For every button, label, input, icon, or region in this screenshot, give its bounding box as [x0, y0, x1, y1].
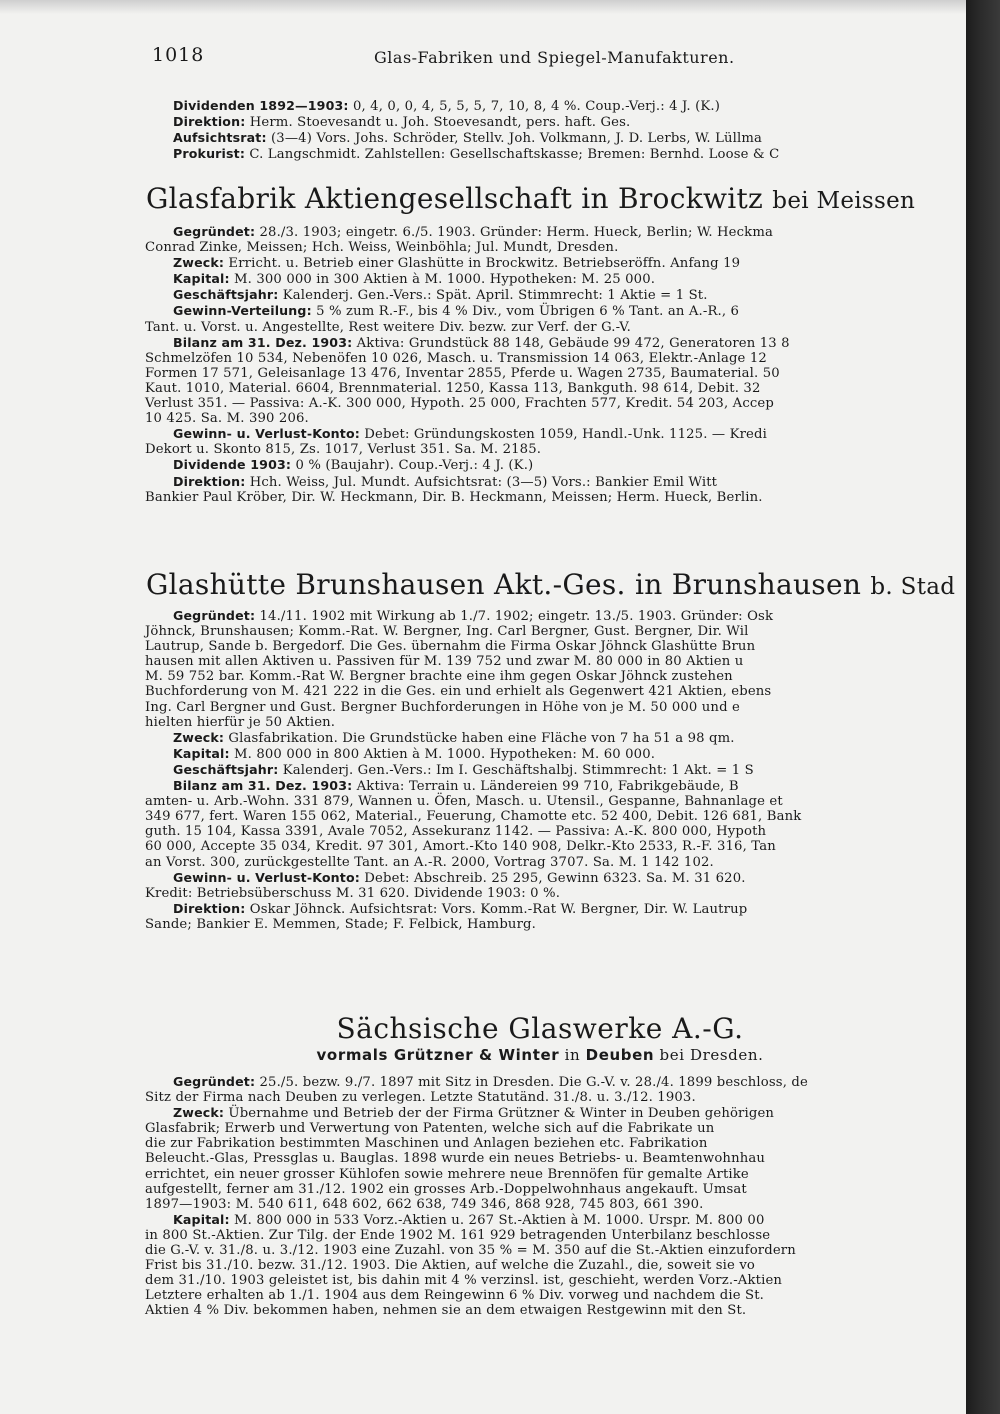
field-text: Debet: Gründungskosten 1059, Handl.-Unk. 1125. — Kredi: [359, 427, 767, 443]
field-text: Kredit: Betriebsüberschuss M. 31 620. Dividende 1903: 0 %.: [145, 885, 561, 901]
entry-brunshausen: [145, 608, 935, 932]
field-text: hielten hierfür je 50 Aktien.: [145, 714, 336, 730]
page-header: [152, 40, 952, 74]
field-text: Buchforderung von M. 421 222 in die Ges. ein und erhielt als Gegenwert 421 Aktien, ebens: [145, 684, 772, 700]
entry-saechsische: [145, 1074, 935, 1319]
text-line: [145, 1197, 935, 1212]
text-line: [145, 490, 935, 505]
field-label: Geschäftsjahr:: [173, 287, 279, 303]
text-line: [145, 426, 935, 442]
text-line: [145, 715, 935, 730]
field-text: M. 800 000 in 533 Vorz.-Aktien u. 267 St.-Aktien à M. 1000. Urspr. M. 800 00: [229, 1212, 765, 1228]
field-text: Beleucht.-Glas, Pressglas u. Bauglas. 1898 wurde ein neues Betriebs- u. Beamtenwohnhau: [145, 1151, 766, 1167]
field-text: M. 59 752 bar. Komm.-Rat W. Bergner brachte eine ihm gegen Oskar Jöhnck zustehen: [145, 669, 733, 685]
field-label: Gegründet:: [173, 1074, 256, 1089]
field-text: die zur Fabrikation bestimmten Maschinen und Anlagen beziehen etc. Fabrikation: [145, 1136, 708, 1152]
text-line: [145, 442, 935, 457]
text-line: [145, 396, 935, 411]
company-subtitle: [145, 1046, 935, 1064]
field-text: Aktien 4 % Div. bekommen haben, nehmen sie an dem etwaigen Restgewinn mit den St.: [145, 1303, 747, 1319]
text-line: [145, 351, 935, 366]
field-label: Kapital:: [173, 271, 230, 287]
field-text: in 800 St.-Aktien. Zur Tilg. der Ende 1902 M. 161 929 betragenden Unterbilanz beschlosse: [145, 1227, 771, 1243]
text-line: [145, 98, 935, 114]
field-text: an Vorst. 300, zurückgestellte Tant. an A.-R. 2000, Vortrag 3707. Sa. M. 1 142 102.: [145, 854, 714, 870]
text-line: [145, 901, 935, 917]
text-line: [145, 335, 935, 351]
text-line: [145, 839, 935, 854]
text-line: [145, 1258, 935, 1273]
field-text: Übernahme und Betrieb der der Firma Grützner & Winter in Deuben gehörigen: [224, 1106, 775, 1122]
field-label: Prokurist:: [173, 146, 246, 162]
field-text: Aktiva: Grundstück 88 148, Gebäude 99 472, Generatoren 13 8: [352, 335, 790, 351]
text-line: [145, 855, 935, 870]
text-line: [145, 130, 935, 146]
text-line: [145, 1121, 935, 1136]
text-line: [145, 730, 935, 746]
field-text: 60 000, Accepte 35 034, Kredit. 97 301, Amort.-Kto 140 908, Delkr.-Kto 2533, R.-F. 316, Tan: [145, 839, 776, 855]
field-text: Letztere erhalten ab 1./1. 1904 aus dem Reingewinn 6 % Div. vorweg und nachdem die St.: [145, 1288, 765, 1304]
field-text: hausen mit allen Aktiven u. Passiven für M. 139 752 und zwar M. 80 000 in 80 Aktien u: [145, 654, 744, 670]
field-text: guth. 15 104, Kassa 3391, Avale 7052, Assekuranz 1142. — Passiva: A.-K. 800 000, Hypoth: [145, 824, 767, 840]
field-text: aufgestellt, ferner am 31./12. 1902 ein grosses Arb.-Doppelwohnhaus angekauft. Umsat: [145, 1181, 747, 1197]
text-line: [145, 778, 935, 794]
subtitle-in: in: [559, 1046, 586, 1064]
text-line: [145, 1090, 935, 1105]
field-label: Direktion:: [173, 900, 246, 916]
text-line: [145, 474, 935, 490]
text-line: [145, 1182, 935, 1197]
text-line: [145, 1074, 935, 1090]
field-text: 25./5. bezw. 9./7. 1897 mit Sitz in Dresden. Die G.-V. v. 28./4. 1899 beschloss, de: [255, 1075, 808, 1090]
field-text: 14./11. 1902 mit Wirkung ab 1./7. 1902; eingetr. 13./5. 1903. Gründer: Osk: [255, 609, 774, 624]
text-line: [145, 457, 935, 473]
text-line: [145, 794, 935, 809]
text-line: [145, 224, 935, 240]
page-number: 1018: [152, 44, 205, 66]
field-text: 5 % zum R.-F., bis 4 % Div., vom Übrigen 6 % Tant. an A.-R., 6: [311, 304, 740, 320]
text-line: [145, 366, 935, 381]
field-label: Dividende 1903:: [173, 457, 292, 473]
text-line: [145, 746, 935, 762]
text-line: [145, 669, 935, 684]
text-line: [145, 1228, 935, 1243]
text-line: [145, 1243, 935, 1258]
field-label: Zweck:: [173, 1105, 225, 1121]
text-line: [145, 608, 935, 624]
field-text: Kalenderj. Gen.-Vers.: Spät. April. Stimmrecht: 1 Aktie = 1 St.: [278, 288, 708, 304]
field-text: Glasfabrik; Erwerb und Verwertung von Patenten, welche sich auf die Fabrikate un: [145, 1121, 715, 1137]
field-text: Kaut. 1010, Material. 6604, Brennmaterial. 1250, Kassa 113, Bankguth. 98 614, Debit. 32: [145, 380, 761, 396]
field-text: die G.-V. v. 31./8. u. 3./12. 1903 eine Zuzahl. von 35 % = M. 350 auf die St.-Aktien einzufordern: [145, 1243, 796, 1259]
field-label: Gewinn-Verteilung:: [173, 303, 312, 319]
field-text: 28./3. 1903; eingetr. 6./5. 1903. Gründer: Herm. Hueck, Berlin; W. Heckma: [255, 225, 773, 240]
field-text: 0 % (Baujahr). Coup.-Verj.: 4 J. (K.): [291, 458, 534, 474]
field-text: Ing. Carl Bergner und Gust. Bergner Buchforderungen in Höhe von je M. 50 000 und e: [145, 699, 740, 715]
field-text: Sande; Bankier E. Memmen, Stade; F. Felbick, Hamburg.: [145, 916, 536, 932]
field-text: M. 800 000 in 800 Aktien à M. 1000. Hypotheken: M. 60 000.: [229, 746, 656, 762]
field-text: Bankier Paul Kröber, Dir. W. Heckmann, Dir. B. Heckmann, Meissen; Herm. Hueck, Berlin.: [145, 489, 763, 505]
field-text: Herm. Stoevesandt u. Joh. Stoevesandt, pers. haft. Ges.: [245, 115, 631, 131]
text-line: [145, 271, 935, 287]
field-text: Conrad Zinke, Meissen; Hch. Weiss, Weinböhla; Jul. Mundt, Dresden.: [145, 240, 619, 256]
field-text: Hch. Weiss, Jul. Mundt. Aufsichtsrat: (3—5) Vors.: Bankier Emil Witt: [245, 474, 718, 490]
entry-brockwitz: [145, 224, 935, 505]
field-text: Sitz der Firma nach Deuben zu verlegen. Letzte Statutänd. 31./8. u. 3./12. 1903.: [145, 1090, 696, 1106]
field-text: Verlust 351. — Passiva: A.-K. 300 000, Hypoth. 25 000, Frachten 577, Kredit. 54 203, Accep: [145, 396, 774, 412]
text-line: [145, 411, 935, 426]
company-name: Glasfabrik Aktiengesellschaft in Brockwitz: [146, 182, 764, 215]
company-title-brunshausen: [146, 568, 956, 601]
text-line: [145, 809, 935, 824]
text-line: [145, 870, 935, 886]
text-line: [145, 624, 935, 639]
company-title-brockwitz: [146, 182, 936, 215]
field-label: Zweck:: [173, 255, 225, 271]
field-label: Aufsichtsrat:: [173, 130, 267, 146]
field-text: (3—4) Vors. Johs. Schröder, Stellv. Joh. Volkmann, J. D. Lerbs, W. Lüllma: [266, 131, 763, 147]
text-line: [145, 381, 935, 396]
text-line: [145, 1151, 935, 1166]
field-label: Kapital:: [173, 745, 230, 761]
field-text: C. Langschmidt. Zahlstellen: Gesellschaftskasse; Bremen: Bernhd. Loose & C: [245, 147, 780, 163]
field-label: Bilanz am 31. Dez. 1903:: [173, 778, 353, 794]
field-text: Lautrup, Sande b. Bergedorf. Die Ges. übernahm die Firma Oskar Jöhnck Glashütte Brun: [145, 639, 756, 655]
text-line: [145, 146, 935, 162]
entry-continuation: [145, 98, 935, 162]
text-line: [145, 824, 935, 839]
text-line: [145, 639, 935, 654]
text-line: [145, 1303, 935, 1318]
field-text: Erricht. u. Betrieb einer Glashütte in Brockwitz. Betriebseröffn. Anfang 19: [224, 256, 741, 272]
company-place: Deuben: [585, 1046, 655, 1064]
field-text: 349 677, fert. Waren 155 062, Material., Feuerung, Chamotte etc. 52 400, Debit. 126 681, Bank: [145, 809, 802, 825]
field-text: Oskar Jöhnck. Aufsichtsrat: Vors. Komm.-Rat W. Bergner, Dir. W. Lautrup: [245, 901, 748, 917]
text-line: [145, 1288, 935, 1303]
text-line: [145, 1273, 935, 1288]
company-title-saechsische: Sächsische Glaswerke A.-G.: [336, 1012, 744, 1045]
text-line: [145, 240, 935, 255]
text-line: [145, 700, 935, 715]
field-label: Gewinn- u. Verlust-Konto:: [173, 426, 360, 442]
text-line: [145, 1167, 935, 1182]
text-line: [145, 320, 935, 335]
field-label: Gegründet:: [173, 224, 256, 239]
scan-top-shadow: [0, 0, 966, 14]
field-label: Kapital:: [173, 1211, 230, 1227]
field-text: dem 31./10. 1903 geleistet ist, bis dahin mit 4 % verzinsl. ist, geschieht, werden Vorz.-Aktien: [145, 1273, 783, 1289]
field-text: 10 425. Sa. M. 390 206.: [145, 411, 309, 427]
company-location: b. Stad: [870, 574, 956, 600]
company-location: bei Meissen: [772, 188, 916, 214]
running-title: Glas-Fabriken und Spiegel-Manufakturen.: [374, 48, 735, 67]
text-line: [145, 654, 935, 669]
field-text: Glasfabrikation. Die Grundstücke haben eine Fläche von 7 ha 51 a 98 qm.: [224, 730, 735, 746]
text-line: [145, 886, 935, 901]
text-line: [145, 1136, 935, 1151]
subtitle-suffix: bei Dresden.: [654, 1046, 764, 1064]
field-text: Kalenderj. Gen.-Vers.: Im I. Geschäftshalbj. Stimmrecht: 1 Akt. = 1 S: [278, 762, 754, 778]
field-text: Dekort u. Skonto 815, Zs. 1017, Verlust 351. Sa. M. 2185.: [145, 442, 542, 458]
text-line: [145, 114, 935, 130]
field-text: Formen 17 571, Geleisanlage 13 476, Inventar 2855, Pferde u. Wagen 2735, Baumaterial. 50: [145, 365, 780, 381]
field-label: Zweck:: [173, 729, 225, 745]
text-line: [145, 762, 935, 778]
field-text: Debet: Abschreib. 25 295, Gewinn 6323. Sa. M. 31 620.: [359, 870, 746, 886]
text-line: [145, 1105, 935, 1121]
field-text: Jöhnck, Brunshausen; Komm.-Rat. W. Bergner, Ing. Carl Bergner, Gust. Bergner, Dir. Wil: [145, 624, 749, 640]
field-label: Dividenden 1892—1903:: [173, 98, 349, 113]
company-name: Glashütte Brunshausen Akt.-Ges. in Brunshausen: [146, 568, 862, 601]
field-text: M. 300 000 in 300 Aktien à M. 1000. Hypotheken: M. 25 000.: [229, 272, 656, 288]
field-text: 1897—1903: M. 540 611, 648 602, 662 638, 749 346, 868 928, 745 803, 661 390.: [145, 1196, 704, 1212]
text-line: [145, 287, 935, 303]
field-text: Frist bis 31./10. bezw. 31./12. 1903. Die Aktien, auf welche die Zuzahl., die, soweit sie vo: [145, 1258, 756, 1274]
former-name: vormals Grützner & Winter: [316, 1046, 560, 1064]
field-text: Schmelzöfen 10 534, Nebenöfen 10 026, Masch. u. Transmission 14 063, Elektr.-Anlage 12: [145, 350, 767, 366]
field-label: Geschäftsjahr:: [173, 761, 279, 777]
field-label: Gewinn- u. Verlust-Konto:: [173, 869, 360, 885]
text-line: [145, 917, 935, 932]
field-label: Gegründet:: [173, 608, 256, 623]
field-text: 0, 4, 0, 0, 4, 5, 5, 5, 7, 10, 8, 4 %. Coup.-Verj.: 4 J. (K.): [348, 99, 721, 114]
scan-right-edge: [966, 0, 1000, 1414]
field-text: Aktiva: Terrain u. Ländereien 99 710, Fabrikgebäude, B: [352, 779, 739, 795]
field-label: Bilanz am 31. Dez. 1903:: [173, 334, 353, 350]
field-text: amten- u. Arb.-Wohn. 331 879, Wannen u. Öfen, Masch. u. Utensil., Gespanne, Bahnanlage et: [145, 794, 783, 810]
field-text: Tant. u. Vorst. u. Angestellte, Rest weitere Div. bezw. zur Verf. der G.-V.: [145, 319, 631, 335]
field-label: Direktion:: [173, 473, 246, 489]
text-line: [145, 303, 935, 319]
text-line: [145, 684, 935, 699]
text-line: [145, 1212, 935, 1228]
field-label: Direktion:: [173, 114, 246, 130]
field-text: errichtet, ein neuer grosser Kühlofen sowie mehrere neue Brennöfen für gemalte Artike: [145, 1166, 749, 1182]
text-line: [145, 255, 935, 271]
